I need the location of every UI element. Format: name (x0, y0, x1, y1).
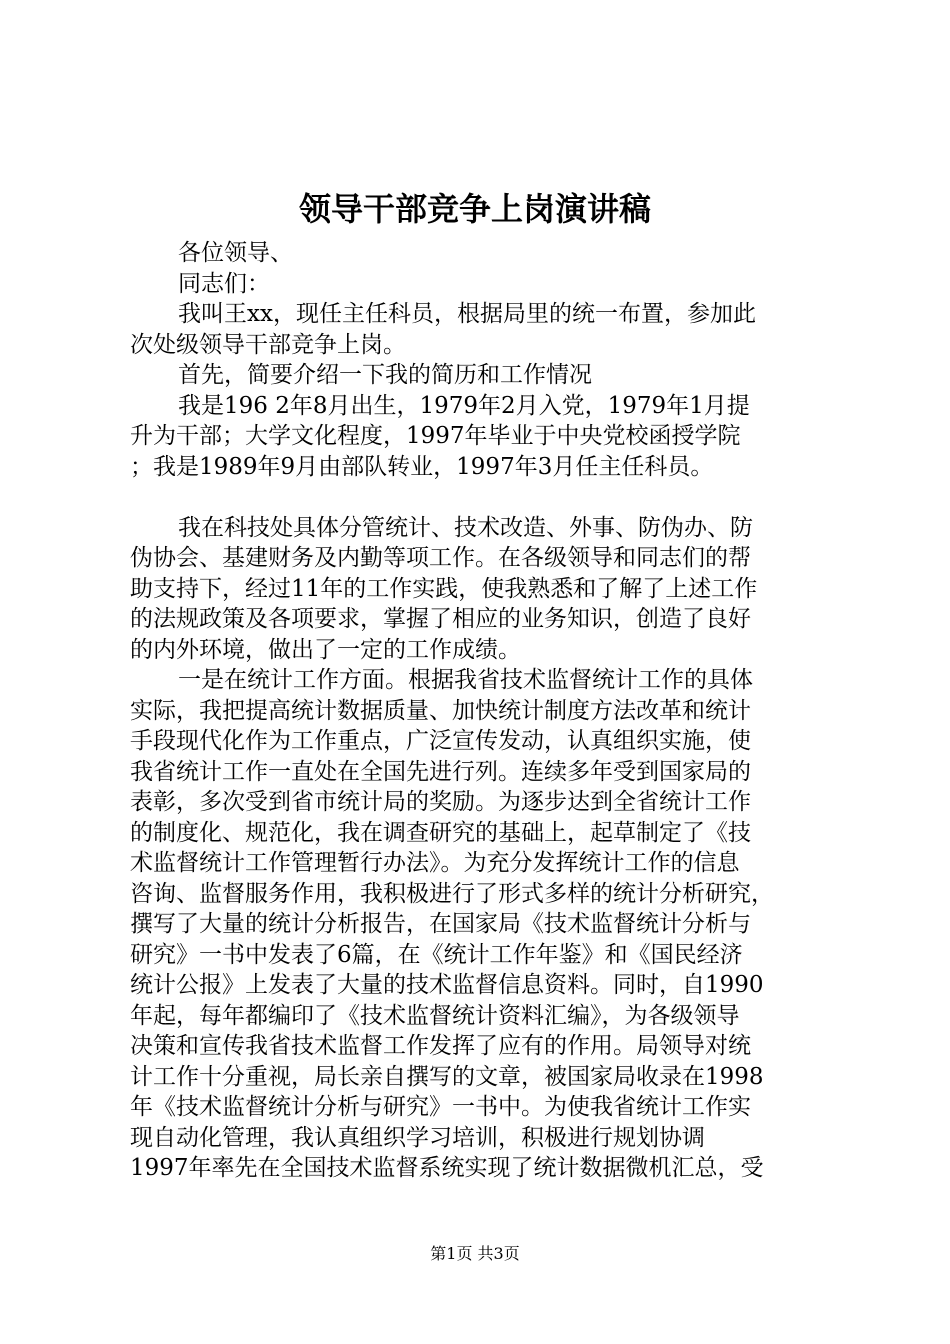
text-line: 的内外环境，做出了一定的工作成绩。 (130, 636, 521, 663)
text-line: 计工作十分重视，局长亲自撰写的文章，被国家局收录在1998 (130, 1063, 764, 1090)
text-line: 决策和宣传我省技术监督工作发挥了应有的作用。局领导对统 (130, 1033, 751, 1059)
text-line: 研究》一书中发表了6篇，在《统计工作年鉴》和《国民经济 (130, 941, 743, 968)
text-line: 的法规政策及各项要求，掌握了相应的业务知识，创造了良好 (130, 606, 751, 632)
text-line: 我是196 2年8月出生，1979年2月入党，1979年1月提 (178, 392, 750, 419)
text-line: 1997年率先在全国技术监督系统实现了统计数据微机汇总，受 (130, 1155, 764, 1181)
text-line: 我省统计工作一直处在全国先进行列。连续多年受到国家局的 (130, 758, 751, 785)
text-line: 同志们： (178, 270, 270, 297)
text-line: 各位领导、 (178, 240, 293, 266)
text-line: 手段现代化作为工作重点，广泛宣传发动，认真组织实施，使 (130, 728, 751, 754)
blank-line (130, 482, 830, 513)
document-title: 领导干部竞争上岗演讲稿 (298, 190, 651, 228)
page-footer: 第1页 共3页 (430, 1244, 520, 1263)
text-line: 我叫王xx，现任主任科员，根据局里的统一布置，参加此 (178, 301, 756, 327)
text-line: 咨询、监督服务作用，我积极进行了形式多样的统计分析研究， (130, 880, 774, 907)
text-line: 我在科技处具体分管统计、技术改造、外事、防伪办、防 (178, 514, 753, 541)
text-line: 的制度化、规范化，我在调查研究的基础上，起草制定了《技 (130, 819, 751, 846)
text-line: 现自动化管理，我认真组织学习培训，积极进行规划协调 (130, 1124, 705, 1151)
text-line: 助支持下，经过11年的工作实践，使我熟悉和了解了上述工作 (130, 575, 758, 602)
text-line: 首先，简要介绍一下我的简历和工作情况 (178, 362, 592, 388)
text-line: 术监督统计工作管理暂行办法》。为充分发挥统计工作的信息 (130, 850, 740, 876)
text-line: 一是在统计工作方面。根据我省技术监督统计工作的具体 (178, 667, 753, 693)
text-line: 表彰，多次受到省市统计局的奖励。为逐步达到全省统计工作 (130, 789, 751, 815)
text-line: 伪协会、基建财务及内勤等项工作。在各级领导和同志们的帮 (130, 545, 751, 571)
text-line: 年《技术监督统计分析与研究》一书中。为使我省统计工作实 (130, 1094, 751, 1120)
document-body (130, 238, 830, 1184)
text-line: 撰写了大量的统计分析报告，在国家局《技术监督统计分析与 (130, 911, 751, 937)
text-line: 实际，我把提高统计数据质量、加快统计制度方法改革和统计 (130, 697, 751, 724)
text-line: 统计公报》上发表了大量的技术监督信息资料。同时，自1990 (130, 972, 764, 998)
text-line: 次处级领导干部竞争上岗。 (130, 331, 406, 358)
text-line: 年起，每年都编印了《技术监督统计资料汇编》，为各级领导 (130, 1002, 740, 1029)
text-line: ；我是1989年9月由部队转业，1997年3月任主任科员。 (130, 453, 714, 480)
text-line: 升为干部；大学文化程度，1997年毕业于中央党校函授学院 (130, 423, 741, 449)
